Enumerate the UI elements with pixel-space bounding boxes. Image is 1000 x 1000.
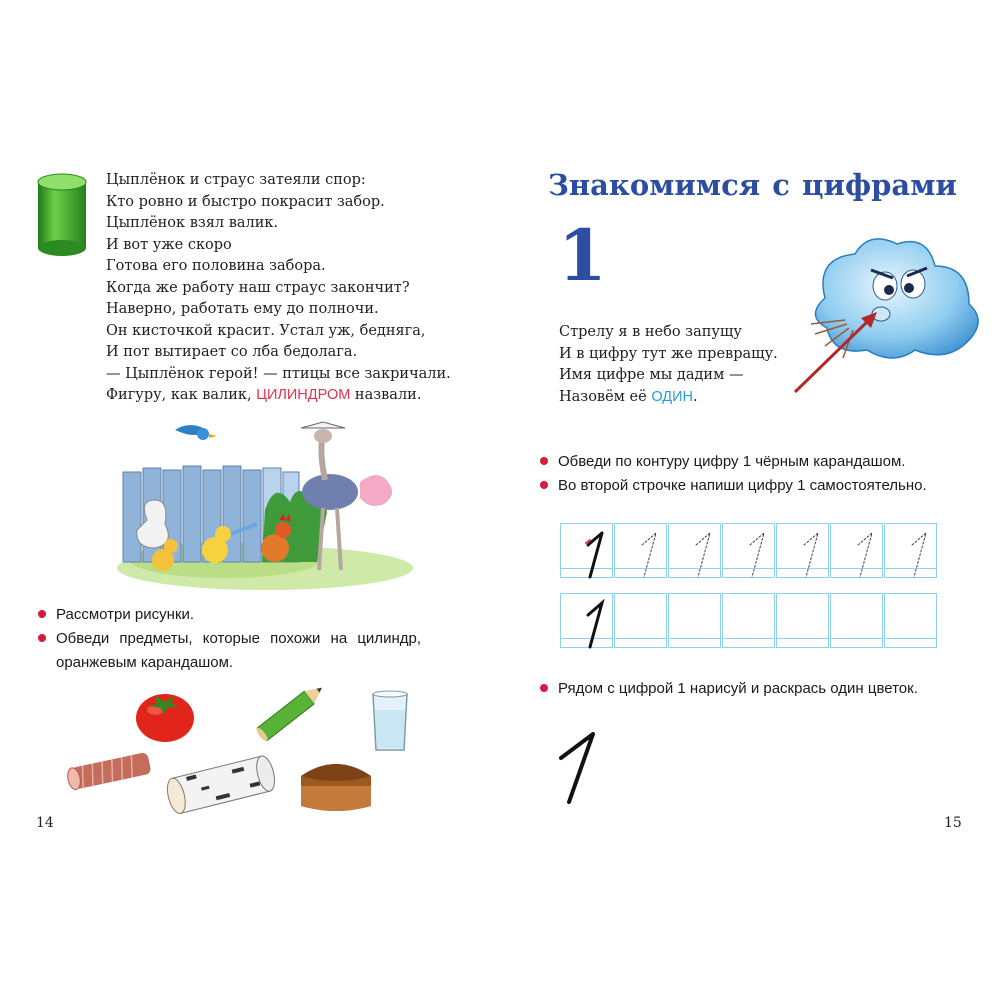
task-item xyxy=(540,474,927,498)
handwritten-digit-one xyxy=(555,728,605,808)
poem-line-last xyxy=(559,387,778,409)
pencil-icon xyxy=(250,676,334,746)
fence-painting-illustration xyxy=(115,420,415,592)
digit-name: ОДИН xyxy=(651,388,694,405)
writing-cell[interactable] xyxy=(776,593,829,648)
writing-cell[interactable] xyxy=(614,593,667,648)
task-item xyxy=(38,651,421,675)
poem-line: Цыплёнок взял валик. xyxy=(106,215,279,231)
bullet-icon xyxy=(540,481,548,489)
bullet-icon xyxy=(38,634,46,642)
task-text: Во второй строчке напиши цифру 1 самостоятельно. xyxy=(558,477,927,494)
cylinder-icon xyxy=(36,172,88,258)
writing-row xyxy=(560,593,940,651)
birch-log-icon xyxy=(165,755,275,815)
writing-cell[interactable] xyxy=(884,593,937,648)
poem-line: Цыплёнок и страус затеяли спор: xyxy=(106,172,366,188)
poem-text: назвали. xyxy=(350,387,422,403)
bullet-icon xyxy=(540,457,548,465)
task-item xyxy=(38,603,421,627)
left-tasks xyxy=(38,603,421,675)
poem-line-last xyxy=(106,385,451,407)
poem-line: Кто ровно и быстро покрасит забор. xyxy=(106,193,385,210)
poem-line: Имя цифре мы дадим — xyxy=(559,367,744,383)
task-text: Обведи по контуру цифру 1 чёрным карандашом. xyxy=(558,453,906,470)
poem-line: И в цифру тут же превращу. xyxy=(559,345,778,362)
poem-line: Наверно, работать ему до полночи. xyxy=(106,301,379,317)
poem-line: И вот уже скоро xyxy=(106,236,232,253)
page-number-left: 14 xyxy=(36,815,54,831)
writing-cell[interactable] xyxy=(830,593,883,648)
writing-cell[interactable] xyxy=(668,593,721,648)
digit-one-tracing-glyphs xyxy=(560,523,940,581)
poem-line: — Цыплёнок герой! — птицы все закричали. xyxy=(106,365,451,382)
page-title: Знакомимся с цифрами xyxy=(548,168,957,202)
right-tasks xyxy=(540,450,927,498)
writing-cell[interactable] xyxy=(722,593,775,648)
task-text: оранжевым карандашом. xyxy=(56,654,234,671)
task-item xyxy=(540,677,918,701)
task-item xyxy=(540,450,927,474)
cylinder-word: ЦИЛИНДРОМ xyxy=(256,387,351,403)
bullet-icon xyxy=(540,684,548,692)
poem-line: Готова его половина забора. xyxy=(106,258,326,274)
poem-line: Стрелу я в небо запущу xyxy=(559,324,742,340)
poem xyxy=(106,170,451,407)
poem-line: И пот вытирает со лба бедолага. xyxy=(106,344,358,360)
tomato-icon xyxy=(133,680,197,744)
digit-one-sample xyxy=(560,593,620,651)
page-number-right: 15 xyxy=(944,815,962,831)
poem-text: Назовём её xyxy=(559,388,652,405)
big-digit: 1 xyxy=(558,214,607,297)
task-item xyxy=(38,627,421,651)
poem-text: Фигуру, как валик, xyxy=(106,387,257,403)
poem-text: . xyxy=(693,388,698,405)
task-text: Рядом с цифрой 1 нарисуй и раскрась один цветок. xyxy=(558,680,918,697)
bullet-icon xyxy=(38,610,46,618)
glass-icon xyxy=(370,690,410,754)
task-text: Рассмотри рисунки. xyxy=(56,606,195,623)
task-text: Обведи предметы, которые похожи на цилиндр, xyxy=(56,630,421,647)
tracing-row xyxy=(560,523,940,581)
cloud-icon xyxy=(785,228,985,400)
digit-poem xyxy=(559,322,778,408)
sausage-icon xyxy=(64,750,156,790)
poem-line: Он кисточкой красит. Устал уж, бедняга, xyxy=(106,322,426,339)
poem-line: Когда же работу наш страус закончит? xyxy=(106,279,410,296)
bread-icon xyxy=(295,752,377,816)
